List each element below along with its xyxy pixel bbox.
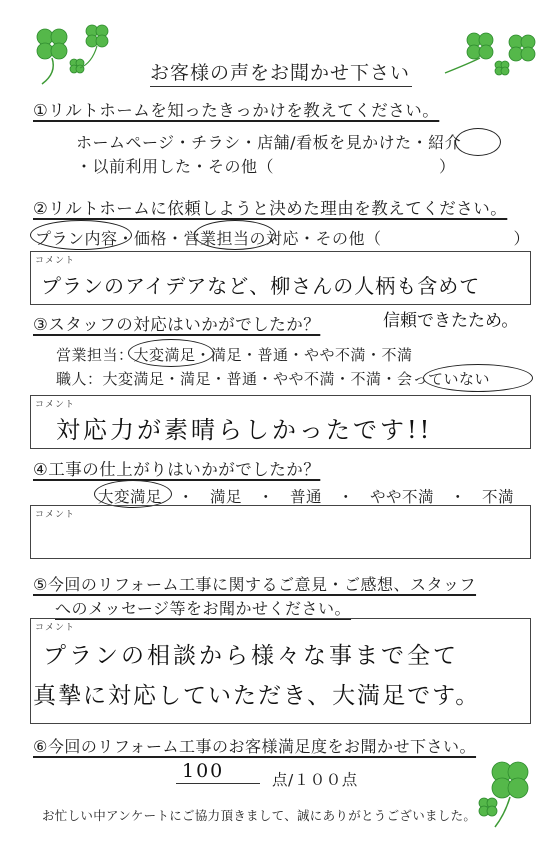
q2-comment-label: コメント — [35, 256, 76, 266]
question-6: ⑥今回のリフォーム工事のお客様満足度をお聞かせ下さい。 — [33, 737, 477, 756]
q5-comment-box — [30, 618, 531, 724]
question-5-line2: へのメッセージ等をお聞かせください。 — [55, 599, 352, 618]
clover-decoration-bottom-right — [470, 752, 550, 832]
thank-you-footer: お忙しい中アンケートにご協力頂きまして、誠にありがとうございました。 — [42, 808, 477, 823]
q3-craftsman-row: 職人：大変満足・満足・普通・やや不満・不満・会っていない — [56, 370, 491, 388]
q2-selection-circle-sales — [194, 220, 276, 250]
q6-score-underline — [176, 783, 260, 784]
q6-score-suffix: 点/１００点 — [272, 771, 358, 789]
q2-comment-text-line1: プランのアイデアなど、柳さんの人柄も含めて — [41, 274, 481, 298]
q4-options: 大変満足 ・ 満足 ・ 普通 ・ やや不満 ・ 不満 — [98, 488, 515, 506]
q4-comment-box — [30, 505, 531, 559]
q4-selection-circle — [94, 480, 172, 508]
q1-options-line1: ホームページ・チラシ・店舗/看板を見かけた・紹介 — [76, 133, 462, 152]
question-1: ①リルトホームを知ったきっかけを教えてください。 — [33, 101, 440, 120]
q2-selection-circle-plan — [30, 220, 132, 250]
question-5-line1: ⑤今回のリフォーム工事に関するご意見・ご感想、スタッフ — [33, 575, 477, 594]
q2-comment-text-line2: 信頼できたため。 — [383, 311, 519, 331]
question-2: ②リルトホームに依頼しようと決めた理由を教えてください。 — [33, 199, 508, 218]
question-3: ③スタッフの対応はいかがでしたか？ — [33, 315, 321, 334]
q6-score-value: 100 — [182, 760, 225, 782]
q2-comment-box — [30, 251, 531, 305]
q5-comment-text-line1: プランの相談から様々な事まで全て — [43, 643, 459, 669]
q3-sales-selection-circle — [128, 339, 214, 367]
q1-options-line2: ・以前利用した・その他（ ） — [76, 157, 456, 176]
title-underline — [150, 86, 412, 87]
q3-comment-label: コメント — [35, 400, 76, 410]
q3-comment-text: 対応力が素晴らしかったです!! — [56, 416, 433, 444]
q5-comment-text-line2: 真摯に対応していただき、大満足です。 — [33, 683, 481, 709]
q3-craftsman-selection-circle — [423, 364, 533, 392]
q2-options: プラン内容・価格・営業担当の対応・その他（ ） — [35, 229, 531, 248]
q4-comment-label: コメント — [35, 510, 76, 520]
q1-selection-circle — [455, 128, 501, 156]
q5-comment-label: コメント — [35, 623, 76, 633]
q3-sales-row: 営業担当：大変満足・満足・普通・やや不満・不満 — [56, 346, 413, 364]
survey-title: お客様の声をお聞かせ下さい — [149, 62, 410, 84]
question-4: ④工事の仕上がりはいかがでしたか？ — [33, 460, 321, 479]
q3-comment-box — [30, 395, 531, 449]
